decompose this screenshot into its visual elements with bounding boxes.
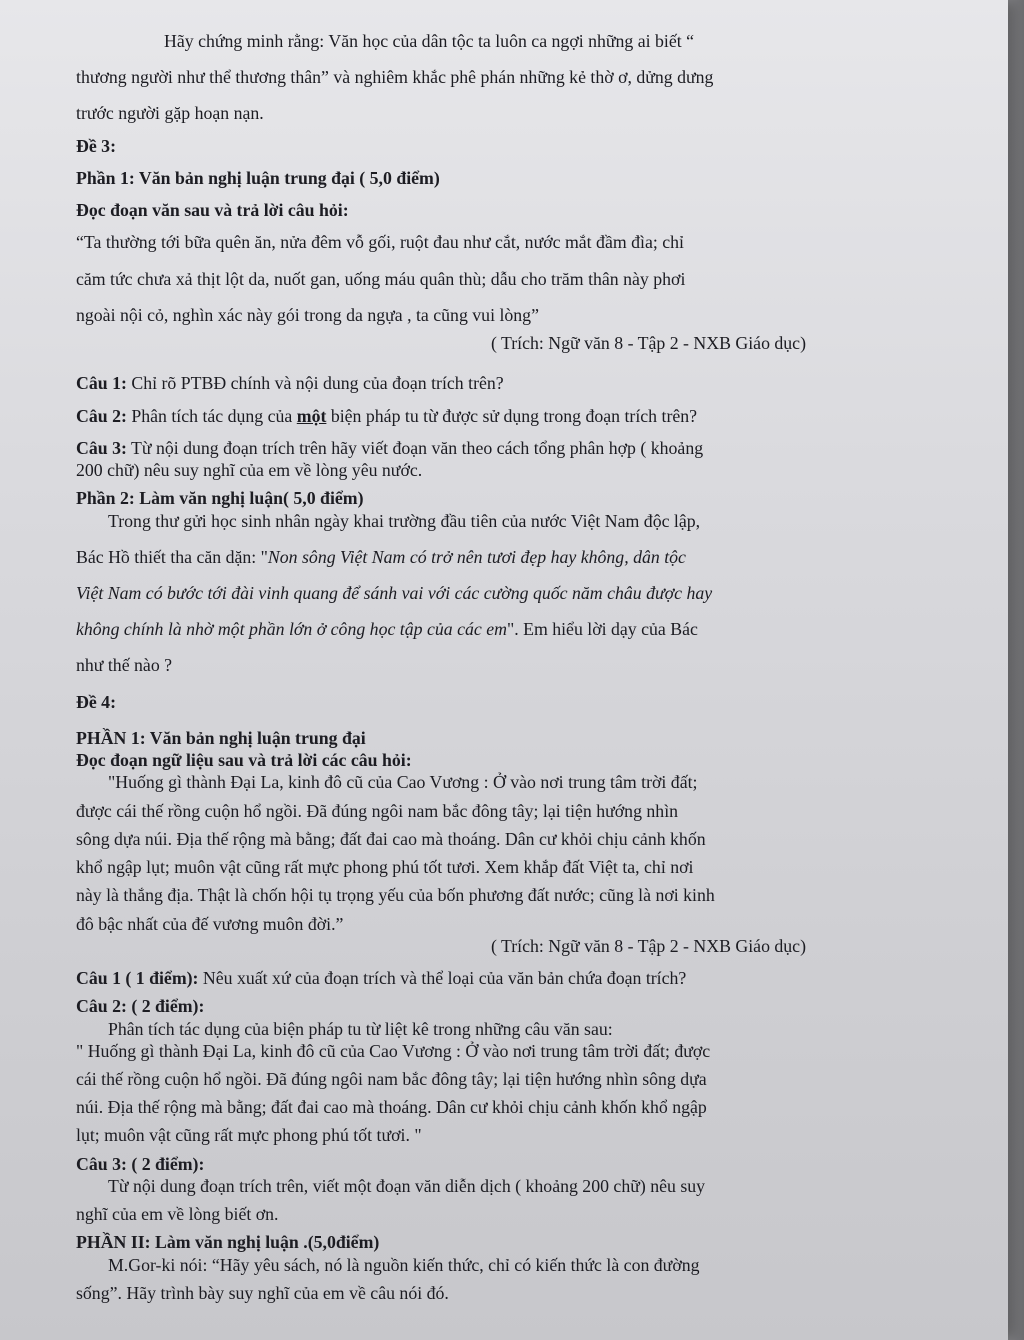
question-text: Chỉ rõ PTBĐ chính và nội dung của đoạn trích trên? [126, 373, 504, 394]
essay-text: ". Em hiểu lời dạy của Bác [506, 619, 698, 640]
intro-line: thương người như thể thương thân” và nghiêm khắc phê phán những kẻ thờ ơ, dửng dưng [76, 67, 714, 88]
essay-prompt-line [76, 546, 866, 568]
question-label: Câu 2: [76, 405, 127, 426]
quote-line: đô bậc nhất của đế vương muôn đời.” [76, 913, 344, 934]
question-2-line: " Huống gì thành Đại La, kinh đô cũ của Cao Vương : Ở vào nơi trung tâm trời đất; được [76, 1040, 711, 1061]
question-3-line: nghĩ của em về lòng biết ơn. [76, 1204, 279, 1225]
read-instruction: Đọc đoạn ngữ liệu sau và trả lời các câu hỏi: [76, 750, 412, 771]
question-3-line: Từ nội dung đoạn trích trên, viết một đoạn văn diễn dịch ( khoảng 200 chữ) nêu suy [108, 1175, 706, 1196]
question-2 [76, 405, 866, 427]
citation: ( Trích: Ngữ văn 8 - Tập 2 - NXB Giáo dục) [490, 935, 806, 956]
question-2-line: lụt; muôn vật cũng rất mực phong phú tốt tươi. " [76, 1125, 422, 1146]
quoted-text: không chính là nhờ một phần lớn ở công học tập của các em [76, 619, 507, 640]
essay-prompt-line: sống”. Hãy trình bày suy nghĩ của em về câu nói đó. [76, 1282, 449, 1303]
intro-line: Hãy chứng minh rằng: Văn học của dân tộc ta luôn ca ngợi những ai biết “ [164, 31, 695, 51]
essay-prompt-line: Trong thư gửi học sinh nhân ngày khai trường đầu tiên của nước Việt Nam độc lập, [108, 510, 701, 531]
question-3 [76, 437, 866, 459]
quote-line: ngoài nội cỏ, nghìn xác này gói trong da ngựa , ta cũng vui lòng” [76, 304, 539, 325]
quote-line: "Huống gì thành Đại La, kinh đô cũ của Cao Vương : Ở vào nơi trung tâm trời đất; [108, 772, 698, 793]
section-heading-de4: Đề 4: [76, 691, 116, 712]
essay-prompt-line [76, 618, 866, 640]
question-text: biện pháp tu từ được sử dụng trong đoạn trích trên? [326, 405, 698, 426]
question-text: Nêu xuất xứ của đoạn trích và thể loại của văn bản chứa đoạn trích? [198, 968, 687, 989]
question-1 [76, 372, 866, 394]
essay-prompt-line: M.Gor-ki nói: “Hãy yêu sách, nó là nguồn kiến thức, chỉ có kiến thức là con đường [108, 1254, 700, 1275]
question-1 [76, 967, 866, 989]
read-instruction: Đọc đoạn văn sau và trả lời câu hỏi: [76, 200, 349, 221]
section-heading-de3: Đề 3: [76, 135, 116, 156]
question-2-line: núi. Địa thế rộng mà bằng; đất đai cao mà thoáng. Dân cư khỏi chịu cảnh khốn khổ ngập [76, 1097, 707, 1118]
citation: ( Trích: Ngữ văn 8 - Tập 2 - NXB Giáo dục) [490, 333, 806, 354]
quote-line: sông dựa núi. Địa thế rộng mà bằng; đất đai cao mà thoáng. Dân cư khỏi chịu cảnh khốn [76, 828, 706, 849]
intro-line: trước người gặp hoạn nạn. [76, 103, 264, 124]
question-3-label: Câu 3: ( 2 điểm): [76, 1153, 205, 1174]
question-label: Câu 3: [76, 437, 127, 458]
quote-line: khổ ngập lụt; muôn vật cũng rất mực phong phú tốt tươi. Xem khắp đất Việt ta, chỉ nơi [76, 857, 694, 878]
part2-title: Phần 2: Làm văn nghị luận( 5,0 điểm) [76, 488, 364, 509]
quoted-text: Non sông Việt Nam có trở nên tươi đẹp hay không, dân tộc [267, 546, 686, 567]
essay-prompt-line: như thế nào ? [76, 655, 173, 676]
quote-line: căm tức chưa xả thịt lột da, nuốt gan, uống máu quân thù; dẫu cho trăm thân này phơi [76, 268, 686, 289]
question-2-line: Phân tích tác dụng của biện pháp tu từ liệt kê trong những câu văn sau: [108, 1018, 613, 1039]
quote-line: được cái thế rồng cuộn hổ ngồi. Đã đúng ngôi nam bắc đông tây; lại tiện hướng nhìn [76, 800, 679, 821]
question-text: Phân tích tác dụng của [126, 405, 297, 426]
essay-text: Bác Hồ thiết tha căn dặn: " [76, 546, 268, 567]
emphasized-word: một [296, 405, 327, 426]
question-2-line: cái thế rồng cuộn hổ ngồi. Đã đúng ngôi nam bắc đông tây; lại tiện hướng nhìn sông dựa [76, 1068, 707, 1089]
part1-title: PHẦN 1: Văn bản nghị luận trung đại [76, 727, 366, 748]
quote-line: này là thắng địa. Thật là chốn hội tụ trọng yếu của bốn phương đất nước; cũng là nơi kinh [76, 885, 715, 906]
document-body [76, 30, 866, 1304]
question-label: Câu 1: [76, 373, 127, 394]
quoted-text: Việt Nam có bước tới đài vinh quang để sánh vai với các cường quốc năm châu được hay [76, 582, 713, 603]
question-3-cont: 200 chữ) nêu suy nghĩ của em về lòng yêu nước. [76, 460, 423, 481]
question-2-label: Câu 2: ( 2 điểm): [76, 996, 205, 1017]
part2-title: PHẦN II: Làm văn nghị luận .(5,0điểm) [76, 1232, 380, 1253]
question-text: Từ nội dung đoạn trích trên hãy viết đoạn văn theo cách tổng phân hợp ( khoảng [126, 437, 704, 458]
quote-line: “Ta thường tới bữa quên ăn, nửa đêm vỗ gối, ruột đau như cắt, nước mắt đầm đìa; chỉ [76, 232, 684, 253]
part1-title: Phần 1: Văn bản nghị luận trung đại ( 5,0 điểm) [76, 167, 440, 188]
question-label: Câu 1 ( 1 điểm): [76, 968, 199, 989]
